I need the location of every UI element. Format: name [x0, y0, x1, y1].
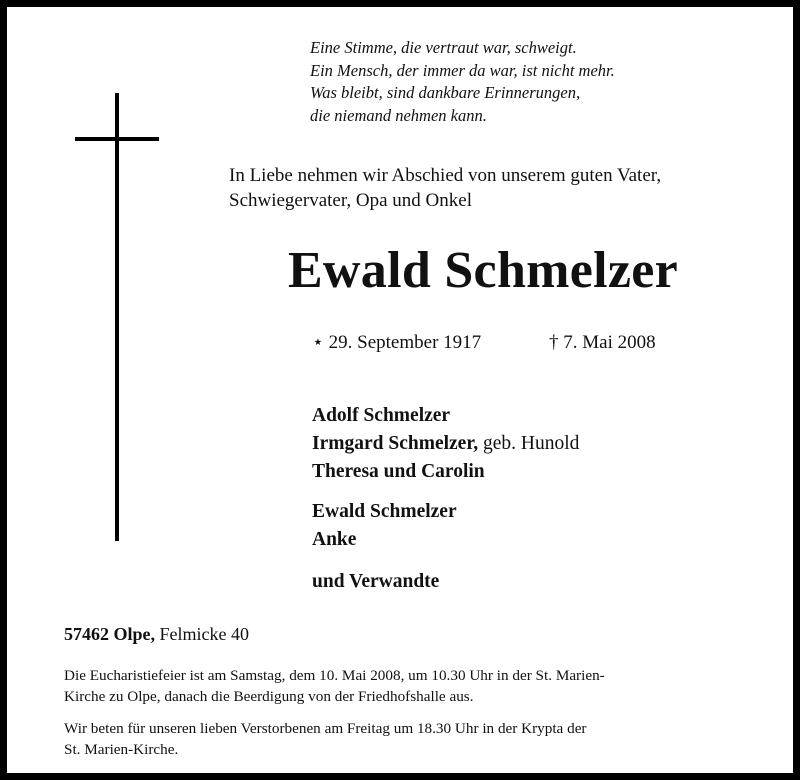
relatives-line: [312, 568, 439, 596]
family-member: Adolf Schmelzer: [312, 405, 451, 426]
intro-line: Schwiegervater, Opa und Onkel: [229, 190, 472, 211]
address-city: 57462 Olpe,: [64, 624, 156, 644]
poem-line: Eine Stimme, die vertraut war, schweigt.: [310, 38, 577, 57]
birth-date: ⋆ 29. September 1917: [312, 332, 482, 353]
memorial-poem: [310, 37, 615, 127]
address-street: Felmicke 40: [155, 624, 249, 644]
maiden-name: geb. Hunold: [478, 433, 580, 454]
family-member: Theresa und Carolin: [312, 461, 485, 482]
service-paragraph: [64, 666, 764, 707]
farewell-intro: [229, 163, 661, 213]
family-member: Anke: [312, 529, 357, 550]
paragraph-line: Kirche zu Olpe, danach die Beerdigung von der Friedhofshalle aus.: [64, 687, 474, 705]
relatives-label: und Verwandte: [312, 571, 440, 592]
poem-line: Was bleibt, sind dankbare Erinnerungen,: [310, 83, 581, 102]
intro-line: In Liebe nehmen wir Abschied von unserem guten Vater,: [229, 165, 662, 186]
address: [64, 622, 249, 646]
family-group-1: [312, 402, 579, 486]
paragraph-line: Wir beten für unseren lieben Verstorbenen am Freitag um 18.30 Uhr in der Krypta der: [64, 720, 587, 737]
poem-line: die niemand nehmen kann.: [310, 105, 487, 125]
paragraph-line: St. Marien-Kirche.: [64, 740, 179, 758]
family-member: Ewald Schmelzer: [312, 501, 457, 522]
family-member: Irmgard Schmelzer,: [312, 433, 479, 454]
cross-vertical-bar: [115, 93, 119, 541]
prayer-paragraph: [64, 719, 764, 760]
cross-horizontal-bar: [75, 137, 159, 141]
poem-line: Ein Mensch, der immer da war, ist nicht mehr.: [310, 60, 615, 80]
death-date: † 7. Mai 2008: [549, 332, 656, 353]
deceased-name: Ewald Schmelzer: [287, 242, 679, 299]
family-group-2: [312, 498, 457, 554]
paragraph-line: Die Eucharistiefeier ist am Samstag, dem 10. Mai 2008, um 10.30 Uhr in der St. Marien-: [64, 667, 605, 684]
